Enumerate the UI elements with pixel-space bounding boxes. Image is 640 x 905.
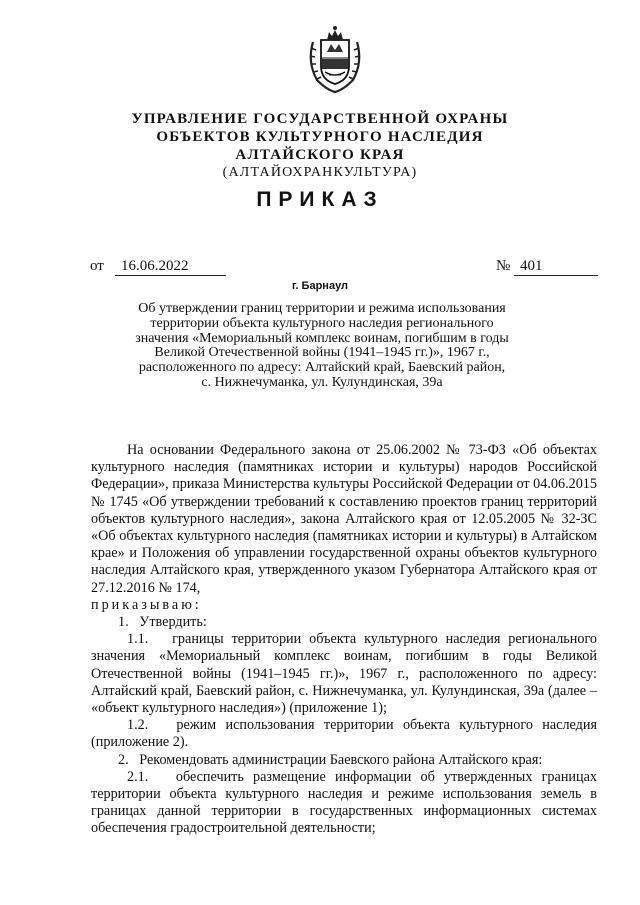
order-subject [110, 302, 534, 391]
order-date: 16.06.2022 [115, 258, 226, 276]
number-label: № [496, 258, 511, 274]
order-number: 401 [514, 258, 598, 276]
org-name-line-3: АЛТАЙСКОГО КРАЯ [235, 147, 405, 163]
document-type-title: ПРИКАЗ [256, 188, 384, 211]
item-2: 2. Рекомендовать администрации Баевского района Алтайского края: [118, 751, 543, 768]
coat-of-arms-emblem [303, 22, 367, 94]
subject-line: территории объекта культурного наследия регионального [150, 315, 494, 331]
order-word: приказываю: [91, 596, 202, 613]
org-name-line-2: ОБЪЕКТОВ КУЛЬТУРНОГО НАСЛЕДИЯ [156, 129, 484, 145]
item-1-2: 1.2. режим использования территории объекта культурного наследия (приложение 2). [91, 717, 597, 751]
date-number-row [90, 258, 600, 280]
item-1: 1. Утвердить: [118, 614, 207, 631]
org-short-name: (АЛТАЙОХРАНКУЛЬТУРА) [222, 165, 418, 180]
subject-line: Великой Отечественной войны (1941–1945 гг.)», 1967 г., [154, 345, 490, 361]
subject-line: Об утверждении границ территории и режима использования [138, 301, 506, 316]
preamble-paragraph: На основании Федерального закона от 25.06.2002 № 73-ФЗ «Об объектах культурного наследия (памятниках истории и культуры) народов Российской Федерации», приказа Министерства культуры Российской Федерации от 04.06.2015 № 1745 «Об утверждении требований к составлению проектов границ территорий объектов культурного наследия», закона Алтайского края от 12.05.2005 № 32-ЗС «Об объектах культурного наследия (памятниках истории и культуры) в Алтайском крае» и Положения об управлении государственной охраны объектов культурного наследия Алтайского края, утвержденного указом Губернатора Алтайского края от 27.12.2016 № 174, [91, 442, 597, 596]
organization-header [0, 110, 640, 182]
subject-line: с. Нижнечуманка, ул. Кулундинская, 39а [201, 374, 443, 390]
order-body [91, 442, 597, 838]
subject-line: значения «Мемориальный комплекс воинам, погибшим в годы [135, 330, 509, 346]
subject-line: расположенного по адресу: Алтайский край, Баевский район, [138, 360, 506, 376]
item-2-1: 2.1. обеспечить размещение информации об утвержденных границах территории объекта культурного наследия и режиме использования земель в границах данной территории в государственных информационных системах обеспечения градостроительной деятельности; [91, 768, 597, 837]
item-1-1: 1.1. границы территории объекта культурного наследия регионального значения «Мемориальный комплекс воинам, погибшим в годы Великой Отечественной войны (1941–1945 гг.)», 1967 г., расположенного по адресу: Алтайский край, Баевский район, с. Нижнечуманка, ул. Кулундинская, 39а (далее – «объект культурного наследия») (приложение 1); [91, 631, 597, 717]
date-prefix-label: от [90, 258, 104, 274]
org-name-line-1: УПРАВЛЕНИЕ ГОСУДАРСТВЕННОЙ ОХРАНЫ [131, 111, 509, 127]
city-label: г. Барнаул [291, 280, 349, 292]
